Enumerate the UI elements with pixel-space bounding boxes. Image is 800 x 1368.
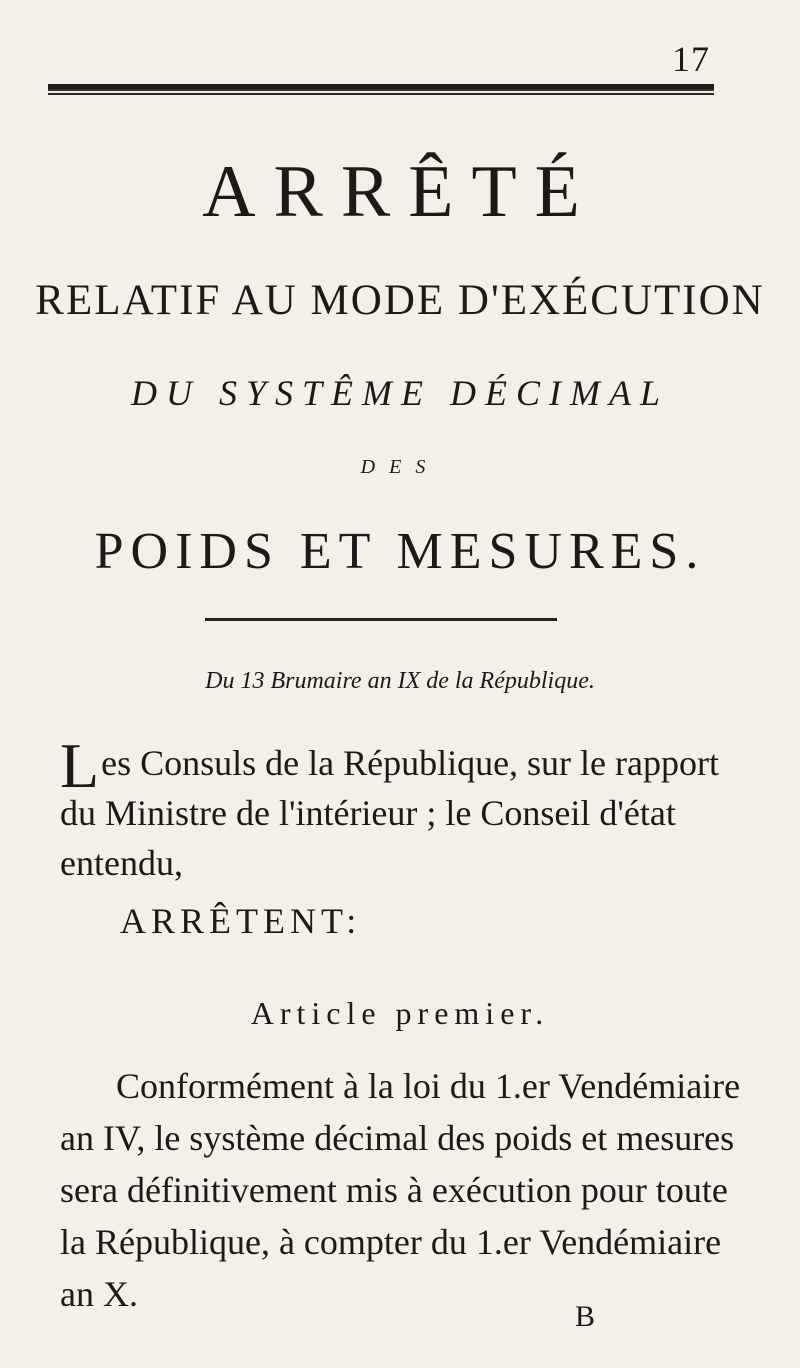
date-line: Du 13 Brumaire an IX de la République. <box>205 668 595 694</box>
page-number: 17 <box>672 39 710 79</box>
article-text: Conformément à la loi du 1.er Vendémiaire an IV, le système décimal des poids et mesures sera définitivement mis à exécution pour toute la République, à compter du 1.er Vendémiaire an X. <box>60 1066 741 1314</box>
subtitle-line-4: POIDS ET MESURES. <box>94 523 706 580</box>
top-rule <box>48 84 714 91</box>
subtitle-line-1: RELATIF AU MODE D'EXÉCUTION <box>35 277 765 324</box>
article-heading: Article premier. <box>250 995 550 1031</box>
preamble-paragraph <box>60 730 760 888</box>
preamble-text: es Consuls de la République, sur le rapport du Ministre de l'intérieur ; le Conseil d'état entendu, <box>60 743 719 883</box>
signature-mark: B <box>575 1300 596 1333</box>
subtitle-line-3: DES <box>360 456 440 478</box>
section-rule <box>205 618 557 621</box>
arretent-heading: ARRÊTENT: <box>120 901 362 941</box>
document-title: ARRÊTÉ <box>202 151 598 233</box>
subtitle-line-2: DU SYSTÊME DÉCIMAL <box>131 373 669 413</box>
drop-cap: L <box>60 730 100 801</box>
